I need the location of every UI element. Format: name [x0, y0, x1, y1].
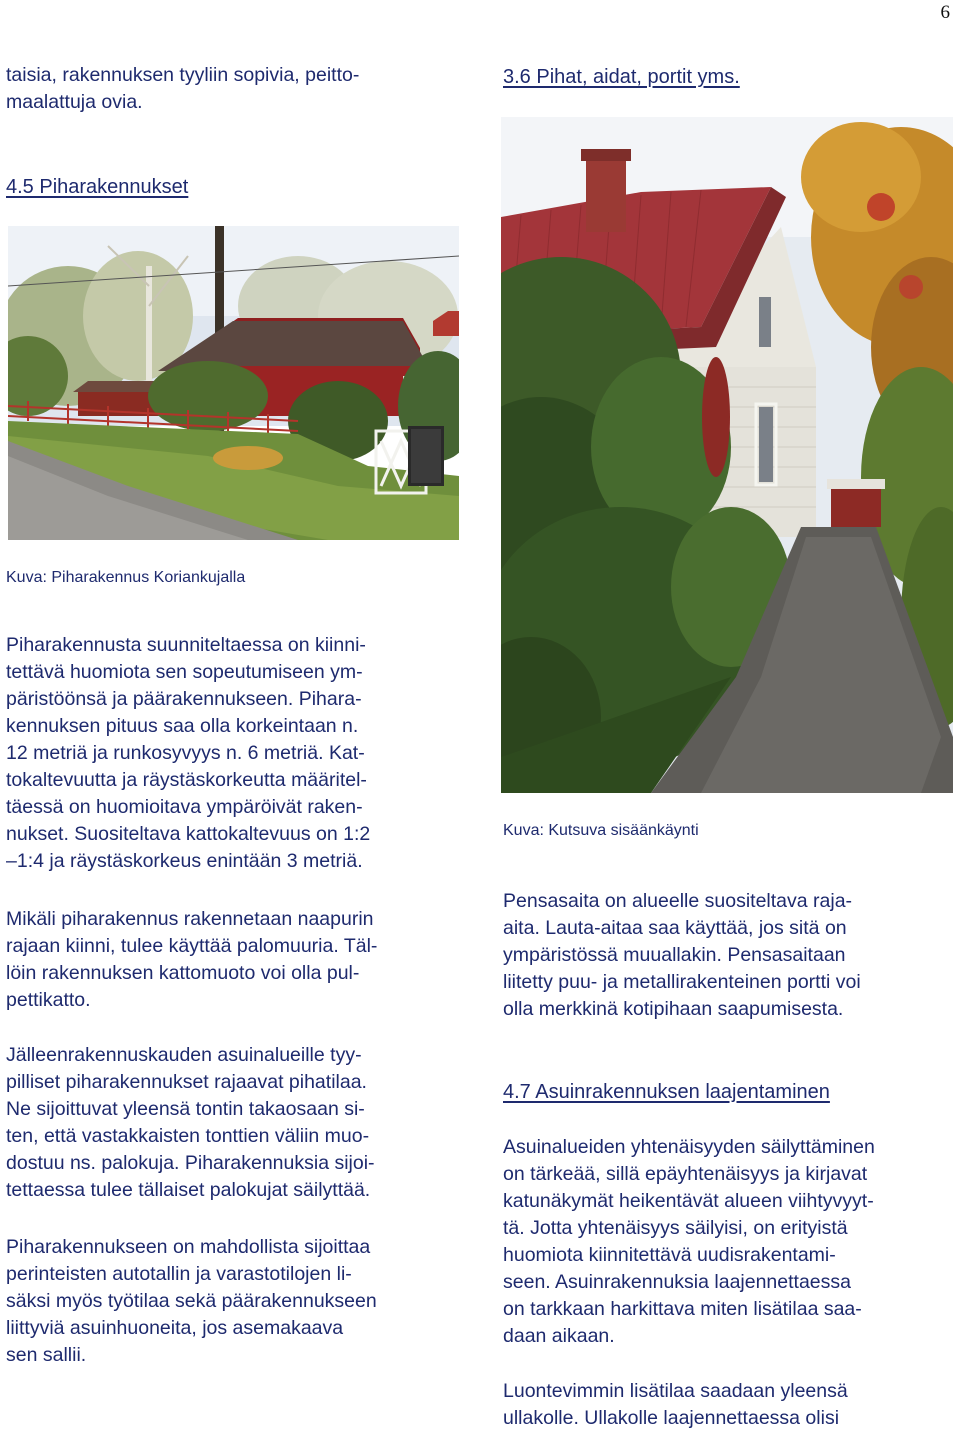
paragraph-kayttotarkoitus: Piharakennukseen on mahdollista sijoittaa perinteisten autotallin ja varastotilojen li- säksi myös työtilaa sekä päärakennukseen liittyviä asuinhuoneita, jos asemakaava sen sallii. [6, 1236, 377, 1366]
intro-text: taisia, rakennuksen tyyliin sopivia, peitto- maalattuja ovia. [6, 64, 360, 113]
heading-laajentaminen: 4.7 Asuinrakennuksen laajentaminen [503, 1081, 830, 1103]
photo1-caption: Kuva: Piharakennus Koriankujalla [6, 569, 246, 586]
paragraph-pensasaita: Pensasaita on alueelle suositeltava raja- aita. Lauta-aitaa saa käyttää, jos sitä on ympäristössä muuallakin. Pensasaitaan liitetty puu- ja metallirakenteinen portti voi olla merkkinä kotipihaan saapumisesta. [503, 890, 861, 1020]
paragraph-palokujat: Jälleenrakennuskauden asuinalueille tyy- pilliset piharakennukset rajaavat pihatilaa. Ne sijoittuvat yleensä tontin takaosaan si- ten, että vastakkaisten tonttien väliin muo- dostuu ns. palokuja. Piharakennuksia sijoi- tettaessa tulee tällaiset palokujat säilyttää. [6, 1044, 375, 1201]
paragraph-ullakko: Luontevimmin lisätilaa saadaan yleensä ullakolle. Ullakolle laajennettaessa olisi [503, 1380, 848, 1429]
paragraph-suunnittelu: Piharakennusta suunniteltaessa on kiinni- tettävä huomiota sen sopeutumiseen ym- päristöönsä ja päärakennukseen. Pihara- kennuksen pituus saa olla korkeintaan n. 12 metriä ja runkosyvyys n. 6 metriä. Kat- tokaltevuutta ja räystäskorkeutta määritel- täessä on huomioitava ympäröivät raken- nukset. Suositeltava kattokaltevuus on 1:2 –1:4 ja räystäskorkeus enintään 3 metriä. [6, 634, 371, 872]
photo-piharakennus-koriankujalla [8, 226, 459, 540]
heading-piharakennukset: 4.5 Piharakennukset [6, 176, 189, 198]
page-number: 6 [940, 2, 950, 23]
paragraph-palomuuri: Mikäli piharakennus rakennetaan naapurin rajaan kiinni, tulee käyttää palomuuria. Täl- löin rakennuksen kattomuoto voi olla pul- pettikatto. [6, 908, 378, 1011]
paragraph-yhtenaisyys: Asuinalueiden yhtenäisyyden säilyttäminen on tärkeää, sillä epäyhtenäisyys ja kirjavat katunäkymät heikentävät alueen viihtyvyyt- tä. Jotta yhtenäisyys säilyisi, on erityistä huomiota kiinnitettävä uudisrakentami- seen. Asuinrakennuksia laajennettaessa on tarkkaan harkittava miten lisätilaa saa- daan aikaan. [503, 1136, 875, 1347]
heading-pihat-aidat-portit: 3.6 Pihat, aidat, portit yms. [503, 66, 740, 88]
photo2-caption: Kuva: Kutsuva sisäänkäynti [503, 822, 699, 839]
photo-kutsuva-sisaankaynti [501, 117, 953, 793]
